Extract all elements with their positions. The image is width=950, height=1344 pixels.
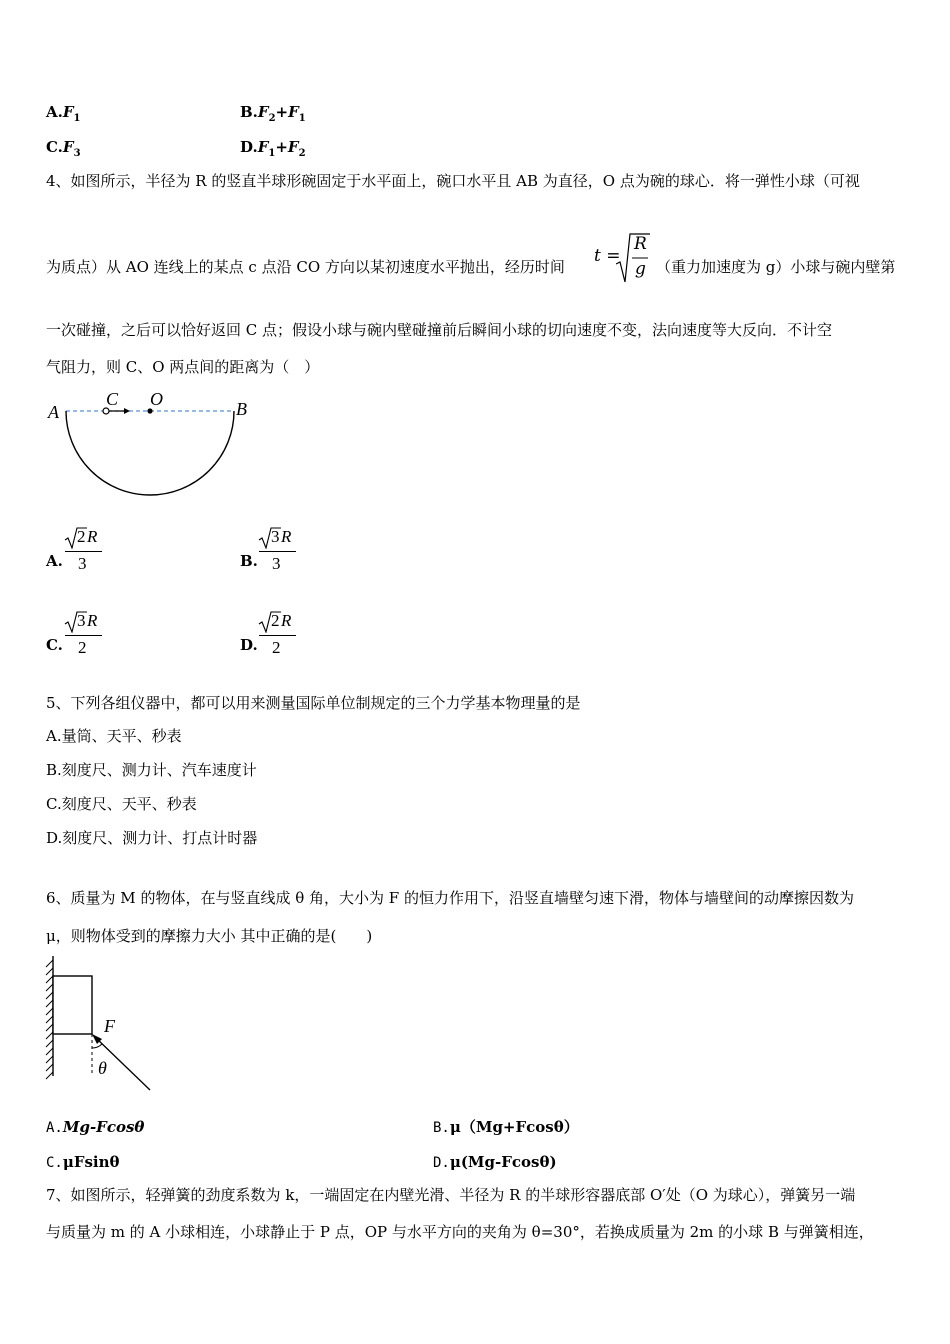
q5-stem: 5、下列各组仪器中，都可以用来测量国际单位制规定的三个力学基本物理量的是 [46, 694, 581, 712]
label-theta: θ [98, 1058, 107, 1078]
wall-block-figure [40, 952, 160, 1094]
bowl-figure [40, 385, 260, 505]
q4-option-d-label: D. [240, 636, 258, 654]
label-f: F [104, 1016, 115, 1036]
q6-stem-line2: μ，则物体受到的摩擦力大小 其中正确的是( ) [46, 927, 373, 945]
q4-stem-line3: 一次碰撞，之后可以恰好返回 C 点；假设小球与碗内壁碰撞前后瞬间小球的切向速度不变，法向速度等大反向．不计空 [46, 321, 833, 339]
q3-option-d: $D.F_1+F_2$ [240, 138, 306, 159]
bowl-arc [66, 411, 234, 495]
q5-option-b: B.刻度尺、测力计、汽车速度计 [46, 761, 257, 779]
block-rect [53, 976, 92, 1034]
q4-stem-line2b: （重力加速度为 g）小球与碗内壁第 [656, 258, 896, 276]
label-c: C [106, 389, 119, 409]
q3-option-b: $B.F_2+F_1$ [240, 103, 306, 124]
q6-option-b: B.μ（Mg+Fcosθ） [433, 1118, 579, 1136]
center-o-point [147, 408, 152, 413]
q4-stem-line4: 气阻力，则 C、O 两点间的距离为（ ） [46, 358, 320, 376]
label-b: B [236, 399, 247, 419]
q4-stem-line1: 4、如图所示，半径为 R 的竖直半球形碗固定于水平面上，碗口水平且 AB 为直径，O 点为碗的球心．将一弹性小球（可视 [46, 172, 860, 190]
angle-arc [92, 1044, 102, 1048]
wall-hatching [46, 960, 53, 1079]
q4-option-b-fraction: 3 R 3 [258, 525, 298, 577]
q5-option-d: D.刻度尺、测力计、打点计时器 [46, 829, 258, 847]
q5-option-a: A.量筒、天平、秒表 [46, 727, 182, 745]
q7-stem-line1: 7、如图所示，轻弹簧的劲度系数为 k，一端固定在内壁光滑、半径为 R 的半球形容器底部 O′处（O 为球心），弹簧另一端 [46, 1186, 856, 1204]
q4-stem-line2a: 为质点）从 AO 连线上的某点 c 点沿 CO 方向以某初速度水平抛出，经历时间 [46, 258, 565, 276]
label-o: O [150, 389, 163, 409]
arrow-head-icon [124, 408, 130, 414]
label-a: A [48, 402, 59, 422]
q4-option-c-label: C. [46, 636, 63, 654]
q3-option-c: $C.F_3$ [46, 138, 81, 159]
q7-stem-line2: 与质量为 m 的 A 小球相连，小球静止于 P 点，OP 与水平方向的夹角为 θ=30°，若换成质量为 2m 的小球 B 与弹簧相连， [46, 1223, 874, 1241]
q4-option-a-fraction: 2 R 3 [64, 525, 104, 577]
q6-option-d: D.μ(Mg-Fcosθ) [433, 1153, 557, 1171]
q4-option-c-fraction: 3 R 2 [64, 609, 104, 661]
q4-option-a-label: A. [46, 552, 63, 570]
q5-option-c: C.刻度尺、天平、秒表 [46, 795, 197, 813]
q6-option-c: C.μFsinθ [46, 1153, 120, 1171]
q4-option-b-label: B. [240, 552, 258, 570]
q3-option-a: $A.F_1$ [46, 103, 81, 124]
q4-time-formula: t = R g [594, 232, 656, 284]
q6-option-a: A.Mg-Fcosθ [46, 1118, 145, 1136]
q6-stem-line1: 6、质量为 M 的物体，在与竖直线成 θ 角，大小为 F 的恒力作用下，沿竖直墙壁匀速下滑，物体与墙壁间的动摩擦因数为 [46, 889, 854, 907]
q4-option-d-fraction: 2 R 2 [258, 609, 298, 661]
